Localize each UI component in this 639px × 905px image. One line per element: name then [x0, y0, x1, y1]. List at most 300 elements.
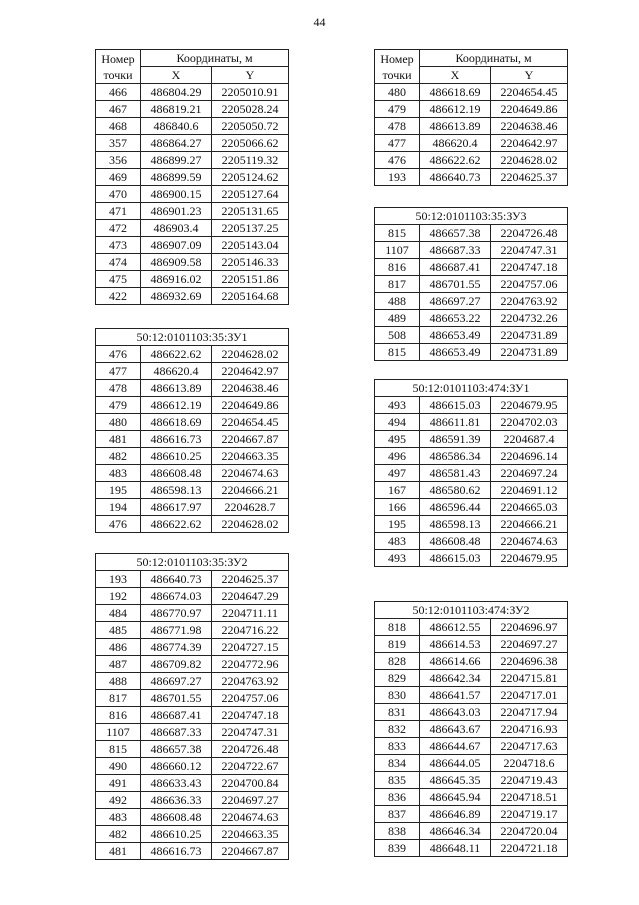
- y-column-header: Y: [491, 67, 568, 84]
- y-coordinate-cell: 2204642.97: [491, 135, 568, 152]
- table-row: [96, 673, 289, 690]
- point-number-cell: 422: [96, 288, 141, 305]
- x-coordinate-cell: 486648.11: [420, 840, 491, 857]
- table-row: [375, 327, 568, 344]
- table-row: [96, 741, 289, 758]
- table-row: [96, 152, 289, 169]
- table-row: [375, 293, 568, 310]
- table-row: [375, 806, 568, 823]
- point-number-cell: 816: [375, 259, 420, 276]
- table-row: [96, 707, 289, 724]
- y-coordinate-cell: 2204638.46: [491, 118, 568, 135]
- parcel-title: 50:12:0101103:35:ЗУ3: [375, 208, 568, 225]
- y-coordinate-cell: 2204747.18: [491, 259, 568, 276]
- point-number-cell: 816: [96, 707, 141, 724]
- coordinates-header: Координаты, м: [141, 50, 289, 67]
- y-coordinate-cell: 2204649.86: [212, 397, 289, 414]
- x-coordinate-cell: 486613.89: [420, 118, 491, 135]
- y-coordinate-cell: 2204625.37: [491, 169, 568, 186]
- y-coordinate-cell: 2204757.06: [491, 276, 568, 293]
- point-number-cell: 488: [96, 673, 141, 690]
- x-coordinate-cell: 486644.67: [420, 738, 491, 755]
- point-number-cell: 166: [375, 499, 420, 516]
- x-coordinate-cell: 486641.57: [420, 687, 491, 704]
- table-row: [375, 344, 568, 361]
- point-number-cell: 476: [96, 346, 141, 363]
- y-coordinate-cell: 2204674.63: [212, 465, 289, 482]
- table-row: [375, 755, 568, 772]
- point-number-cell: 817: [375, 276, 420, 293]
- y-coordinate-cell: 2204654.45: [491, 84, 568, 101]
- y-coordinate-cell: 2204649.86: [491, 101, 568, 118]
- table-row: [96, 843, 289, 860]
- point-number-cell: 833: [375, 738, 420, 755]
- x-coordinate-cell: 486614.66: [420, 653, 491, 670]
- x-coordinate-cell: 486657.38: [141, 741, 212, 758]
- y-coordinate-cell: 2204717.94: [491, 704, 568, 721]
- table-row: [96, 482, 289, 499]
- point-number-cell: 469: [96, 169, 141, 186]
- x-coordinate-cell: 486697.27: [420, 293, 491, 310]
- y-coordinate-cell: 2204697.27: [212, 792, 289, 809]
- point-number-cell: 194: [96, 499, 141, 516]
- y-coordinate-cell: 2204696.97: [491, 619, 568, 636]
- table-row: [375, 482, 568, 499]
- y-coordinate-cell: 2204716.22: [212, 622, 289, 639]
- point-number-cell: 483: [96, 465, 141, 482]
- x-coordinate-cell: 486770.97: [141, 605, 212, 622]
- page-number: 44: [313, 15, 326, 29]
- table-row: [375, 704, 568, 721]
- point-number-cell: 474: [96, 254, 141, 271]
- point-number-cell: 484: [96, 605, 141, 622]
- table-row: [375, 276, 568, 293]
- point-number-cell: 471: [96, 203, 141, 220]
- point-number-cell: 839: [375, 840, 420, 857]
- y-coordinate-cell: 2204721.18: [491, 840, 568, 857]
- point-number-cell: 830: [375, 687, 420, 704]
- point-number-cell: 508: [375, 327, 420, 344]
- point-number-cell: 356: [96, 152, 141, 169]
- x-coordinate-cell: 486687.33: [141, 724, 212, 741]
- y-coordinate-cell: 2204717.01: [491, 687, 568, 704]
- point-number-cell: 837: [375, 806, 420, 823]
- y-coordinate-cell: 2205050.72: [212, 118, 289, 135]
- point-number-cell: 476: [375, 152, 420, 169]
- table-row: [96, 516, 289, 533]
- y-coordinate-cell: 2204663.35: [212, 826, 289, 843]
- x-coordinate-cell: 486612.19: [141, 397, 212, 414]
- y-coordinate-cell: 2204667.87: [212, 843, 289, 860]
- x-coordinate-cell: 486580.62: [420, 482, 491, 499]
- y-coordinate-cell: 2204696.14: [491, 448, 568, 465]
- point-number-cell: 467: [96, 101, 141, 118]
- table-row: [96, 380, 289, 397]
- y-coordinate-cell: 2204628.02: [212, 516, 289, 533]
- y-coordinate-cell: 2204674.63: [491, 533, 568, 550]
- point-number-cell: 478: [96, 380, 141, 397]
- point-number-cell: 488: [375, 293, 420, 310]
- table-row: [375, 225, 568, 242]
- table-row: [375, 135, 568, 152]
- y-coordinate-cell: 2205010.91: [212, 84, 289, 101]
- table-row: [96, 254, 289, 271]
- y-coordinate-cell: 2204697.27: [491, 636, 568, 653]
- table-row: [96, 809, 289, 826]
- y-coordinate-cell: 2204700.84: [212, 775, 289, 792]
- point-number-cell: 834: [375, 755, 420, 772]
- table-row: [96, 271, 289, 288]
- table-row: [96, 118, 289, 135]
- table-row: [375, 619, 568, 636]
- y-coordinate-cell: 2204772.96: [212, 656, 289, 673]
- x-coordinate-cell: 486614.53: [420, 636, 491, 653]
- y-coordinate-cell: 2204757.06: [212, 690, 289, 707]
- point-number-cell: 817: [96, 690, 141, 707]
- point-number-cell: 482: [96, 448, 141, 465]
- point-number-cell: 483: [375, 533, 420, 550]
- point-number-cell: 489: [375, 310, 420, 327]
- table-row: [375, 840, 568, 857]
- point-number-cell: 480: [96, 414, 141, 431]
- x-coordinate-cell: 486645.35: [420, 772, 491, 789]
- table-row: [96, 724, 289, 741]
- table-row: [375, 738, 568, 755]
- y-coordinate-cell: 2204666.21: [491, 516, 568, 533]
- y-column-header: Y: [212, 67, 289, 84]
- x-coordinate-cell: 486687.41: [420, 259, 491, 276]
- x-coordinate-cell: 486901.23: [141, 203, 212, 220]
- point-number-cell: 828: [375, 653, 420, 670]
- table-row: [375, 310, 568, 327]
- x-coordinate-cell: 486643.67: [420, 721, 491, 738]
- point-number-header: Номер точки: [375, 50, 420, 84]
- x-coordinate-cell: 486642.34: [420, 670, 491, 687]
- x-coordinate-cell: 486653.22: [420, 310, 491, 327]
- table-row: [96, 84, 289, 101]
- y-coordinate-cell: 2204722.67: [212, 758, 289, 775]
- point-number-cell: 479: [375, 101, 420, 118]
- x-coordinate-cell: 486899.59: [141, 169, 212, 186]
- x-coordinate-cell: 486899.27: [141, 152, 212, 169]
- y-coordinate-cell: 2204679.95: [491, 550, 568, 567]
- point-number-cell: 482: [96, 826, 141, 843]
- point-number-cell: 815: [375, 225, 420, 242]
- x-coordinate-cell: 486774.39: [141, 639, 212, 656]
- x-coordinate-cell: 486611.81: [420, 414, 491, 431]
- x-coordinate-cell: 486697.27: [141, 673, 212, 690]
- y-coordinate-cell: 2205164.68: [212, 288, 289, 305]
- y-coordinate-cell: 2205151.86: [212, 271, 289, 288]
- point-number-cell: 491: [96, 775, 141, 792]
- y-coordinate-cell: 2204667.87: [212, 431, 289, 448]
- table-row: [375, 670, 568, 687]
- parcel-table-35-zu2: [95, 553, 289, 860]
- point-number-cell: 487: [96, 656, 141, 673]
- point-number-cell: 486: [96, 639, 141, 656]
- table-row: [375, 169, 568, 186]
- point-number-cell: 835: [375, 772, 420, 789]
- y-coordinate-cell: 2204628.02: [491, 152, 568, 169]
- y-coordinate-cell: 2204747.31: [212, 724, 289, 741]
- y-coordinate-cell: 2204726.48: [491, 225, 568, 242]
- point-number-cell: 470: [96, 186, 141, 203]
- y-coordinate-cell: 2204716.93: [491, 721, 568, 738]
- x-coordinate-cell: 486653.49: [420, 344, 491, 361]
- x-coordinate-cell: 486598.13: [141, 482, 212, 499]
- point-number-cell: 475: [96, 271, 141, 288]
- table-row: [96, 220, 289, 237]
- point-number-cell: 496: [375, 448, 420, 465]
- table-row: [375, 242, 568, 259]
- table-row: [96, 639, 289, 656]
- y-coordinate-cell: 2204747.31: [491, 242, 568, 259]
- parcel-title: 50:12:0101103:474:ЗУ2: [375, 602, 568, 619]
- x-coordinate-cell: 486701.55: [420, 276, 491, 293]
- point-number-cell: 495: [375, 431, 420, 448]
- y-coordinate-cell: 2204696.38: [491, 653, 568, 670]
- x-coordinate-cell: 486586.34: [420, 448, 491, 465]
- y-coordinate-cell: 2204697.24: [491, 465, 568, 482]
- point-number-cell: 1107: [96, 724, 141, 741]
- table-row: [375, 636, 568, 653]
- point-number-cell: 195: [96, 482, 141, 499]
- table-row: [96, 792, 289, 809]
- y-coordinate-cell: 2205131.65: [212, 203, 289, 220]
- table-row: [375, 431, 568, 448]
- point-number-cell: 167: [375, 482, 420, 499]
- point-number-cell: 477: [375, 135, 420, 152]
- x-coordinate-cell: 486687.33: [420, 242, 491, 259]
- y-coordinate-cell: 2205124.62: [212, 169, 289, 186]
- x-coordinate-cell: 486616.73: [141, 843, 212, 860]
- y-coordinate-cell: 2204628.02: [212, 346, 289, 363]
- point-number-cell: 836: [375, 789, 420, 806]
- table-row: [96, 346, 289, 363]
- x-coordinate-cell: 486618.69: [141, 414, 212, 431]
- parcel-title: 50:12:0101103:35:ЗУ1: [96, 329, 289, 346]
- y-coordinate-cell: 2204731.89: [491, 327, 568, 344]
- x-coordinate-cell: 486618.69: [420, 84, 491, 101]
- x-coordinate-cell: 486674.03: [141, 588, 212, 605]
- table-row: [96, 135, 289, 152]
- point-number-cell: 493: [375, 550, 420, 567]
- x-coordinate-cell: 486598.13: [420, 516, 491, 533]
- y-coordinate-cell: 2204691.12: [491, 482, 568, 499]
- x-coordinate-cell: 486900.15: [141, 186, 212, 203]
- x-coordinate-cell: 486636.33: [141, 792, 212, 809]
- y-coordinate-cell: 2205127.64: [212, 186, 289, 203]
- x-coordinate-cell: 486909.58: [141, 254, 212, 271]
- x-coordinate-cell: 486616.73: [141, 431, 212, 448]
- x-coordinate-cell: 486615.03: [420, 397, 491, 414]
- x-column-header: X: [141, 67, 212, 84]
- point-number-cell: 357: [96, 135, 141, 152]
- table-row: [96, 588, 289, 605]
- x-coordinate-cell: 486617.97: [141, 499, 212, 516]
- y-coordinate-cell: 2204628.7: [212, 499, 289, 516]
- x-coordinate-cell: 486608.48: [420, 533, 491, 550]
- point-number-cell: 493: [375, 397, 420, 414]
- point-number-cell: 192: [96, 588, 141, 605]
- point-number-cell: 466: [96, 84, 141, 101]
- table-row: [375, 823, 568, 840]
- table-row: [375, 550, 568, 567]
- point-number-cell: 815: [375, 344, 420, 361]
- table-row: [375, 499, 568, 516]
- y-coordinate-cell: 2204715.81: [491, 670, 568, 687]
- x-coordinate-cell: 486581.43: [420, 465, 491, 482]
- x-coordinate-cell: 486591.39: [420, 431, 491, 448]
- x-coordinate-cell: 486608.48: [141, 809, 212, 826]
- y-coordinate-cell: 2204654.45: [212, 414, 289, 431]
- parcel-table-474-zu2: [374, 601, 568, 857]
- x-coordinate-cell: 486771.98: [141, 622, 212, 639]
- point-number-cell: 193: [96, 571, 141, 588]
- x-coordinate-cell: 486646.34: [420, 823, 491, 840]
- y-coordinate-cell: 2204727.15: [212, 639, 289, 656]
- point-number-header: Номер точки: [96, 50, 141, 84]
- table-row: [375, 259, 568, 276]
- parcel-title: 50:12:0101103:35:ЗУ2: [96, 554, 289, 571]
- point-number-cell: 829: [375, 670, 420, 687]
- point-number-cell: 478: [375, 118, 420, 135]
- point-number-cell: 193: [375, 169, 420, 186]
- x-coordinate-cell: 486622.62: [141, 516, 212, 533]
- x-coordinate-cell: 486620.4: [141, 363, 212, 380]
- point-number-cell: 195: [375, 516, 420, 533]
- x-coordinate-cell: 486709.82: [141, 656, 212, 673]
- table-row: [375, 687, 568, 704]
- point-number-cell: 818: [375, 619, 420, 636]
- x-coordinate-cell: 486916.02: [141, 271, 212, 288]
- point-number-cell: 476: [96, 516, 141, 533]
- point-number-cell: 497: [375, 465, 420, 482]
- y-coordinate-cell: 2204718.6: [491, 755, 568, 772]
- table-row: [375, 118, 568, 135]
- table-row: [96, 431, 289, 448]
- y-coordinate-cell: 2204763.92: [212, 673, 289, 690]
- point-number-cell: 819: [375, 636, 420, 653]
- y-coordinate-cell: 2204720.04: [491, 823, 568, 840]
- y-coordinate-cell: 2204679.95: [491, 397, 568, 414]
- x-coordinate-cell: 486610.25: [141, 826, 212, 843]
- table-row: [96, 690, 289, 707]
- point-number-cell: 480: [375, 84, 420, 101]
- x-coordinate-cell: 486903.4: [141, 220, 212, 237]
- y-coordinate-cell: 2204663.35: [212, 448, 289, 465]
- x-coordinate-cell: 486612.55: [420, 619, 491, 636]
- y-coordinate-cell: 2204647.29: [212, 588, 289, 605]
- table-row: [96, 656, 289, 673]
- point-number-cell: 485: [96, 622, 141, 639]
- x-coordinate-cell: 486657.38: [420, 225, 491, 242]
- x-coordinate-cell: 486612.19: [420, 101, 491, 118]
- table-row: [96, 186, 289, 203]
- x-coordinate-cell: 486819.21: [141, 101, 212, 118]
- point-number-cell: 481: [96, 431, 141, 448]
- table-row: [375, 414, 568, 431]
- y-coordinate-cell: 2205066.62: [212, 135, 289, 152]
- point-number-cell: 490: [96, 758, 141, 775]
- table-row: [375, 533, 568, 550]
- point-number-cell: 492: [96, 792, 141, 809]
- x-coordinate-cell: 486907.09: [141, 237, 212, 254]
- parcel-table-35-zu3: [374, 207, 568, 361]
- point-number-cell: 468: [96, 118, 141, 135]
- y-coordinate-cell: 2204719.43: [491, 772, 568, 789]
- table-row: [96, 826, 289, 843]
- table-row: [96, 448, 289, 465]
- table-row: [96, 465, 289, 482]
- y-coordinate-cell: 2204642.97: [212, 363, 289, 380]
- x-column-header: X: [420, 67, 491, 84]
- x-coordinate-cell: 486932.69: [141, 288, 212, 305]
- x-coordinate-cell: 486608.48: [141, 465, 212, 482]
- y-coordinate-cell: 2205119.32: [212, 152, 289, 169]
- y-coordinate-cell: 2205143.04: [212, 237, 289, 254]
- table-row: [375, 721, 568, 738]
- y-coordinate-cell: 2204763.92: [491, 293, 568, 310]
- y-coordinate-cell: 2204687.4: [491, 431, 568, 448]
- y-coordinate-cell: 2205137.25: [212, 220, 289, 237]
- x-coordinate-cell: 486640.73: [141, 571, 212, 588]
- x-coordinate-cell: 486644.05: [420, 755, 491, 772]
- table-row: [96, 203, 289, 220]
- table-row: [96, 288, 289, 305]
- x-coordinate-cell: 486864.27: [141, 135, 212, 152]
- point-number-cell: 838: [375, 823, 420, 840]
- y-coordinate-cell: 2204711.11: [212, 605, 289, 622]
- x-coordinate-cell: 486640.73: [420, 169, 491, 186]
- parcel-title: 50:12:0101103:474:ЗУ1: [375, 380, 568, 397]
- x-coordinate-cell: 486615.03: [420, 550, 491, 567]
- table-row: [96, 363, 289, 380]
- point-number-cell: 472: [96, 220, 141, 237]
- table-row: [375, 653, 568, 670]
- x-coordinate-cell: 486646.89: [420, 806, 491, 823]
- y-coordinate-cell: 2204717.63: [491, 738, 568, 755]
- table-row: [96, 499, 289, 516]
- x-coordinate-cell: 486840.6: [141, 118, 212, 135]
- y-coordinate-cell: 2204625.37: [212, 571, 289, 588]
- table-row: [375, 465, 568, 482]
- table-row: [375, 772, 568, 789]
- point-number-cell: 479: [96, 397, 141, 414]
- table-row: [96, 169, 289, 186]
- table-row: [375, 448, 568, 465]
- y-coordinate-cell: 2204666.21: [212, 482, 289, 499]
- y-coordinate-cell: 2204674.63: [212, 809, 289, 826]
- x-coordinate-cell: 486643.03: [420, 704, 491, 721]
- table-row: [375, 789, 568, 806]
- point-number-cell: 473: [96, 237, 141, 254]
- x-coordinate-cell: 486687.41: [141, 707, 212, 724]
- y-coordinate-cell: 2204731.89: [491, 344, 568, 361]
- table-row: [375, 84, 568, 101]
- table-row: [96, 397, 289, 414]
- table-row: [375, 152, 568, 169]
- x-coordinate-cell: 486804.29: [141, 84, 212, 101]
- x-coordinate-cell: 486645.94: [420, 789, 491, 806]
- point-number-cell: 483: [96, 809, 141, 826]
- y-coordinate-cell: 2204719.17: [491, 806, 568, 823]
- x-coordinate-cell: 486701.55: [141, 690, 212, 707]
- y-coordinate-cell: 2204726.48: [212, 741, 289, 758]
- table-row: [375, 516, 568, 533]
- point-number-cell: 481: [96, 843, 141, 860]
- x-coordinate-cell: 486660.12: [141, 758, 212, 775]
